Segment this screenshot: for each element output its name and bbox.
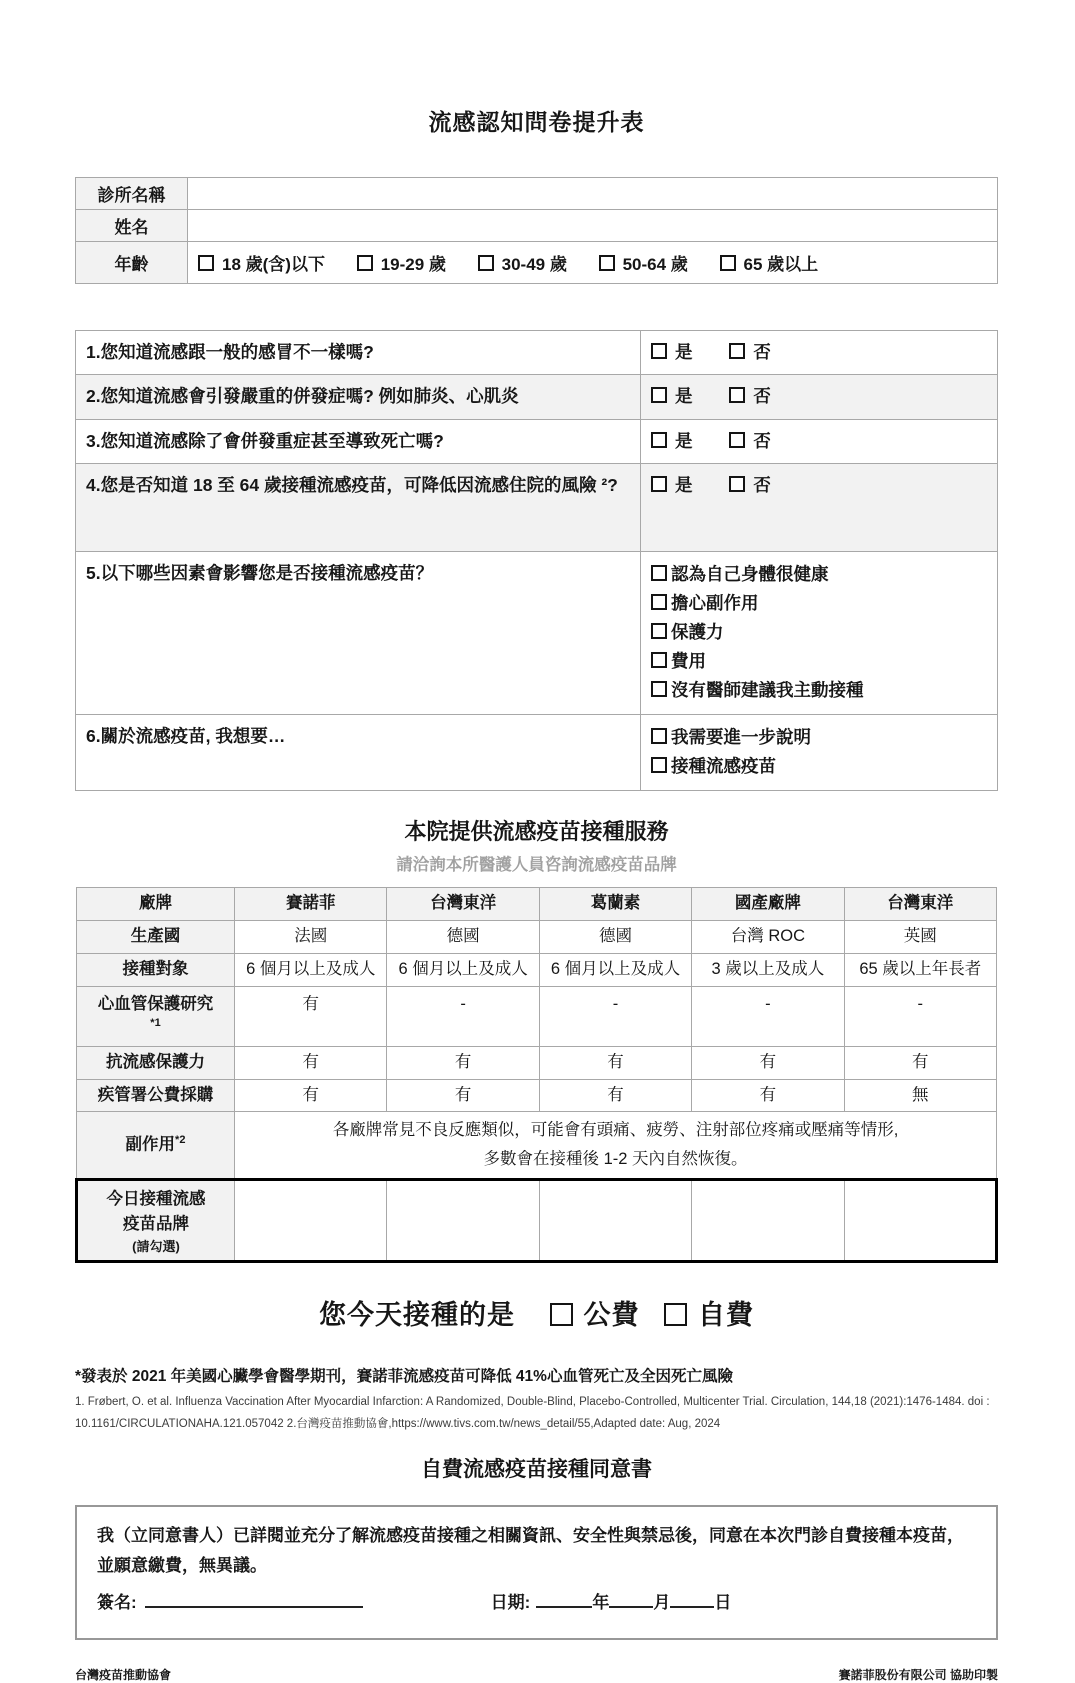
cardio-cell: - — [387, 986, 539, 1046]
checkbox-icon[interactable] — [651, 623, 667, 639]
signature-row — [97, 1588, 976, 1618]
question-row-3 — [76, 419, 998, 463]
age-option-under-18[interactable]: 18 歲(含)以下 — [198, 255, 325, 274]
brand-tty-1: 台灣東洋 — [387, 887, 539, 920]
origin-cell: 台灣 ROC — [692, 920, 844, 953]
page-title: 流感認知問卷提升表 — [428, 109, 645, 135]
factor-option-cost[interactable]: 費用 — [651, 647, 987, 676]
checkbox-icon[interactable] — [729, 387, 745, 403]
question-text: 4.您是否知道 18 至 64 歲接種流感疫苗，可降低因流感住院的風險 ²? — [76, 463, 641, 551]
checkbox-icon[interactable] — [729, 343, 745, 359]
age-option-50-64[interactable]: 50-64 歲 — [599, 255, 688, 274]
patient-info-table — [75, 177, 998, 284]
brand-header-row — [77, 887, 997, 920]
row-label: 副作用$^{*2}$ — [77, 1112, 235, 1180]
consent-heading: 自費流感疫苗接種同意書 — [421, 1457, 652, 1481]
checkbox-icon[interactable] — [198, 255, 214, 271]
checkbox-icon[interactable] — [651, 681, 667, 697]
checkbox-icon[interactable] — [651, 652, 667, 668]
question-answers — [641, 375, 998, 419]
checkbox-icon[interactable] — [651, 343, 667, 359]
checkbox-icon[interactable] — [478, 255, 494, 271]
question-text: 1.您知道流感跟一般的感冒不一樣嗎? — [76, 331, 641, 375]
checkbox-icon[interactable] — [729, 432, 745, 448]
protection-cell: 有 — [235, 1046, 387, 1079]
intent-option-more-info[interactable]: 我需要進一步說明 — [651, 723, 987, 752]
clinic-name-label: 診所名稱 — [76, 178, 188, 210]
target-cell: 6 個月以上及成人 — [539, 953, 691, 986]
protection-cell: 有 — [539, 1046, 691, 1079]
page-footer — [75, 1666, 998, 1683]
no-option[interactable]: 否 — [729, 431, 771, 451]
footer-left: 台灣疫苗推動協會 — [75, 1668, 172, 1683]
protection-cell: 有 — [387, 1046, 539, 1079]
factor-option-side-effects[interactable]: 擔心副作用 — [651, 589, 987, 618]
day-unit: 日 — [714, 1593, 732, 1613]
brand-gsk: 葛蘭素 — [539, 887, 691, 920]
public-funded-checkbox[interactable] — [550, 1303, 573, 1326]
question-row-1 — [76, 331, 998, 375]
vaccine-brand-table — [75, 887, 998, 1264]
question-answers — [641, 419, 998, 463]
date-group — [491, 1593, 732, 1612]
yes-option[interactable]: 是 — [651, 386, 693, 406]
clinic-name-field[interactable] — [188, 178, 998, 210]
today-brand-cell-tty-2[interactable] — [844, 1180, 996, 1262]
checkbox-icon[interactable] — [651, 432, 667, 448]
checkbox-icon[interactable] — [720, 255, 736, 271]
question-row-6 — [76, 714, 998, 790]
origin-cell: 德國 — [539, 920, 691, 953]
protection-cell: 有 — [692, 1046, 844, 1079]
signature-line[interactable] — [145, 1592, 363, 1608]
signature-label: 簽名: — [97, 1593, 137, 1613]
patient-name-label: 姓名 — [76, 210, 188, 242]
checkbox-icon[interactable] — [651, 594, 667, 610]
yes-option[interactable]: 是 — [651, 431, 693, 451]
table-row — [76, 178, 998, 210]
procurement-cell: 有 — [692, 1079, 844, 1112]
origin-cell: 德國 — [387, 920, 539, 953]
self-paid-checkbox[interactable] — [664, 1303, 687, 1326]
table-row — [76, 210, 998, 242]
question-answers — [641, 714, 998, 790]
checkbox-icon[interactable] — [599, 255, 615, 271]
brand-sanofi: 賽諾菲 — [235, 887, 387, 920]
procurement-cell: 有 — [235, 1079, 387, 1112]
origin-cell: 英國 — [844, 920, 996, 953]
month-unit: 月 — [653, 1593, 671, 1613]
target-cell: 3 歲以上及成人 — [692, 953, 844, 986]
checkbox-icon[interactable] — [357, 255, 373, 271]
table-row — [76, 242, 998, 284]
side-effects-text: 各廠牌常見不良反應類似，可能會有頭痛、疲勞、注射部位疼痛或壓痛等情形, 多數會在接種後 1-2 天內自然恢復。 — [235, 1112, 997, 1180]
cardio-cell: 有 — [235, 986, 387, 1046]
origin-cell: 法國 — [235, 920, 387, 953]
payment-prompt: 您今天接種的是 — [318, 1300, 515, 1331]
service-heading: 本院提供流感疫苗接種服務 — [404, 818, 669, 844]
yes-option[interactable]: 是 — [651, 475, 693, 495]
checkbox-icon[interactable] — [651, 387, 667, 403]
month-field[interactable] — [609, 1592, 653, 1608]
age-label: 年齡 — [76, 242, 188, 284]
age-option-30-49[interactable]: 30-49 歲 — [478, 255, 567, 274]
factor-option-no-doctor-advice[interactable]: 沒有醫師建議我主動接種 — [651, 676, 987, 705]
today-brand-label: 今日接種流感 疫苗品牌 (請勾選) — [77, 1180, 235, 1262]
no-option[interactable]: 否 — [729, 386, 771, 406]
row-label: 抗流感保護力 — [77, 1046, 235, 1079]
reference-line: 1. Frøbert, O. et al. Influenza Vaccination After Myocardial Infarction: A Randomized, Double-Blind, Placebo-Controlled, Multicenter Trial. Circulation, 144,18 (2021):1476-1484. doi : — [75, 1396, 990, 1409]
cardio-cell: - — [844, 986, 996, 1046]
target-cell: 6 個月以上及成人 — [235, 953, 387, 986]
cardio-cell: - — [692, 986, 844, 1046]
checkbox-icon[interactable] — [729, 476, 745, 492]
footer-right: 賽諾菲股份有限公司 協助印製 — [838, 1668, 998, 1683]
cdc-procurement-row — [77, 1079, 997, 1112]
service-subheading: 請洽詢本所醫護人員咨詢流感疫苗品牌 — [396, 855, 677, 874]
checkbox-icon[interactable] — [651, 728, 667, 744]
self-paid-label: 自費 — [698, 1300, 755, 1331]
question-row-5 — [76, 551, 998, 714]
target-row — [77, 953, 997, 986]
question-answers — [641, 463, 998, 551]
study-footnote: *發表於 2021 年美國心臟學會醫學期刊，賽諾菲流感疫苗可降低 41%心血管死亡及全因死亡風險 — [75, 1368, 733, 1386]
origin-row — [77, 920, 997, 953]
reference-line: 10.1161/CIRCULATIONAHA.121.057042 2.台灣疫苗推動協會,https://www.tivs.com.tw/news_detail/55,Adapted date: Aug, 2024 — [75, 1417, 721, 1430]
row-label: 接種對象 — [77, 953, 235, 986]
protection-cell: 有 — [844, 1046, 996, 1079]
yes-option[interactable]: 是 — [651, 342, 693, 362]
checkbox-icon[interactable] — [651, 476, 667, 492]
target-cell: 6 個月以上及成人 — [387, 953, 539, 986]
question-answers — [641, 331, 998, 375]
brand-tty-2: 台灣東洋 — [844, 887, 996, 920]
age-options — [188, 242, 998, 284]
consent-body-text: 我（立同意書人）已詳閱並充分了解流感疫苗接種之相關資訊、安全性與禁忌後，同意在本次門診自費接種本疫苗，並願意繳費，無異議。 — [97, 1525, 964, 1575]
today-brand-cell-domestic[interactable] — [692, 1180, 844, 1262]
question-answers — [641, 551, 998, 714]
question-row-4 — [76, 463, 998, 551]
today-brand-row — [77, 1180, 997, 1262]
row-label: 疾管署公費採購 — [77, 1079, 235, 1112]
row-label: 生產國 — [77, 920, 235, 953]
day-field[interactable] — [670, 1592, 714, 1608]
no-option[interactable]: 否 — [729, 342, 771, 362]
today-brand-cell-tty-1[interactable] — [387, 1180, 539, 1262]
today-brand-cell-sanofi[interactable] — [235, 1180, 387, 1262]
procurement-cell: 有 — [387, 1079, 539, 1112]
patient-name-field[interactable] — [188, 210, 998, 242]
consent-box — [75, 1505, 998, 1640]
check-note: (請勾選) — [132, 1238, 180, 1254]
factor-option-healthy[interactable]: 認為自己身體很健康 — [651, 560, 987, 589]
side-effects-row — [77, 1112, 997, 1180]
no-option[interactable]: 否 — [729, 475, 771, 495]
footnote-marker: *2 — [175, 1134, 186, 1147]
question-text: 2.您知道流感會引發嚴重的併發症嗎? 例如肺炎、心肌炎 — [76, 375, 641, 419]
factor-option-protection[interactable]: 保護力 — [651, 618, 987, 647]
references — [75, 1392, 998, 1435]
checkbox-icon[interactable] — [651, 757, 667, 773]
target-cell: 65 歲以上年長者 — [844, 953, 996, 986]
question-text: 5.以下哪些因素會影響您是否接種流感疫苗？ — [76, 551, 641, 714]
date-label: 日期: — [490, 1593, 531, 1613]
cardio-cell: - — [539, 986, 691, 1046]
questionnaire-table — [75, 330, 998, 791]
brand-col-label: 廠牌 — [77, 887, 235, 920]
row-label: 心血管保護研究 *1 — [77, 986, 235, 1046]
footnote-marker: *1 — [150, 1016, 161, 1029]
year-field[interactable] — [536, 1592, 592, 1608]
year-unit: 年 — [592, 1593, 610, 1613]
checkbox-icon[interactable] — [651, 565, 667, 581]
public-funded-label: 公費 — [583, 1300, 640, 1331]
procurement-cell: 無 — [844, 1079, 996, 1112]
flu-protection-row — [77, 1046, 997, 1079]
question-text: 6.關於流感疫苗, 我想要… — [76, 714, 641, 790]
cardio-study-row — [77, 986, 997, 1046]
intent-option-vaccinate[interactable]: 接種流感疫苗 — [651, 752, 987, 781]
brand-domestic: 國產廠牌 — [692, 887, 844, 920]
age-option-19-29[interactable]: 19-29 歲 — [357, 255, 446, 274]
today-brand-cell-gsk[interactable] — [539, 1180, 691, 1262]
question-text: 3.您知道流感除了會併發重症甚至導致死亡嗎? — [76, 419, 641, 463]
age-option-65-plus[interactable]: 65 歲以上 — [720, 255, 819, 274]
payment-type-line — [75, 1293, 998, 1332]
procurement-cell: 有 — [539, 1079, 691, 1112]
question-row-2 — [76, 375, 998, 419]
